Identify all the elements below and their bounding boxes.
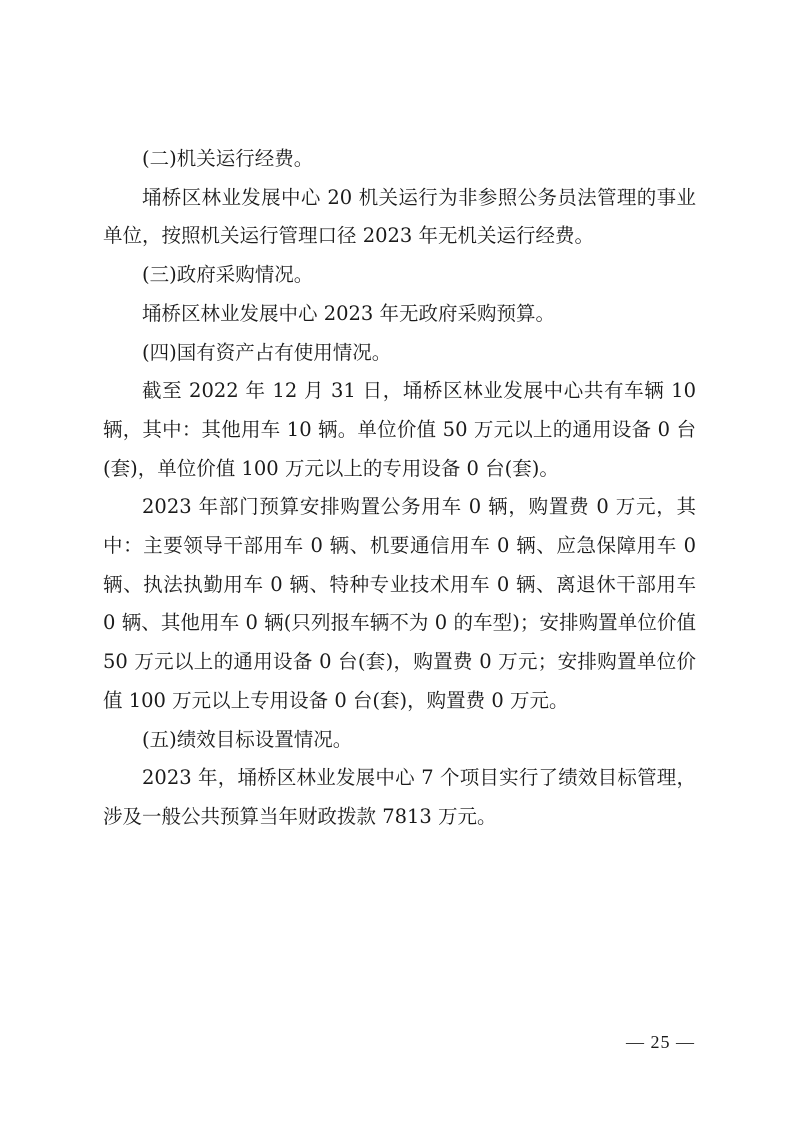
- page-content: [103, 140, 696, 837]
- section-4-body-assets: 截至 2022 年 12 月 31 日，埇桥区林业发展中心共有车辆 10 辆，其中：其他用车 10 辆。单位价值 50 万元以上的通用设备 0 台(套)，单位价值 100 万元以上的专用设备 0 台(套)。: [103, 379, 696, 480]
- section-2-heading: (二)机关运行经费。: [142, 147, 314, 170]
- section-5-body: 2023 年，埇桥区林业发展中心 7 个项目实行了绩效目标管理，涉及一般公共预算当年财政拨款 7813 万元。: [103, 766, 696, 828]
- section-2-body: 埇桥区林业发展中心 20 机关运行为非参照公务员法管理的事业单位，按照机关运行管理口径 2023 年无机关运行经费。: [103, 185, 696, 248]
- section-3-body: 埇桥区林业发展中心 2023 年无政府采购预算。: [142, 301, 556, 325]
- section-4-heading: (四)国有资产占有使用情况。: [142, 340, 392, 364]
- page-number: — 25 —: [626, 1032, 695, 1052]
- section-5-heading: (五)绩效目标设置情况。: [142, 727, 353, 751]
- section-3-heading: (三)政府采购情况。: [142, 263, 314, 287]
- section-4-body-purchase: 2023 年部门预算安排购置公务用车 0 辆，购置费 0 万元，其中：主要领导干部用车 0 辆、机要通信用车 0 辆、应急保障用车 0 辆、执法执勤用车 0 辆、特种专业技术用车 0 辆、离退休干部用车 0 辆、其他用车 0 辆(只列报车辆不为 0 的车型)；安排购置单位价值 50 万元以上的通用设备 0 台(套)，购置费 0 万元；安排购置单位价值 100 万元以上专用设备 0 台(套)，购置费 0 万元。: [103, 495, 696, 712]
